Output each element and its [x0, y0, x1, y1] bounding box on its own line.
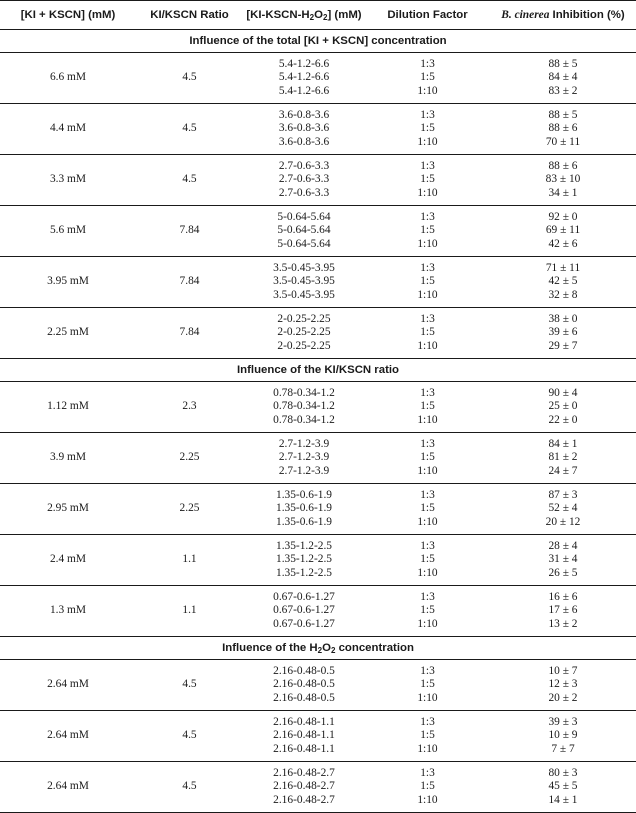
dilution-cell — [365, 53, 490, 104]
inhibition-value: 31 ± 4 — [548, 553, 578, 566]
dilution-cell — [365, 762, 490, 813]
inhibition-value: 22 ± 0 — [548, 413, 578, 426]
inhibition-value: 24 ± 7 — [548, 464, 578, 477]
section-title-subscript: 2 — [317, 646, 323, 655]
header-mixture-subscript: 2 — [309, 13, 315, 22]
section-heading-row — [0, 30, 636, 53]
dilution-cell — [365, 535, 490, 586]
mix-value: 0.78-0.34-1.2 — [273, 400, 335, 413]
dilution-cell — [365, 484, 490, 535]
table-row — [0, 308, 636, 359]
inhibition-value: 42 ± 5 — [548, 275, 578, 288]
mix-cell — [243, 433, 365, 484]
dilution-value: 1:5 — [420, 729, 435, 742]
table-row — [0, 53, 636, 104]
mix-value: 3.5-0.45-3.95 — [273, 275, 335, 288]
table-row — [0, 155, 636, 206]
mix-cell — [243, 586, 365, 637]
mix-value: 2.16-0.48-0.5 — [273, 678, 335, 691]
inhibition-value: 69 ± 11 — [545, 224, 581, 237]
mix-cell — [243, 53, 365, 104]
mix-cell — [243, 104, 365, 155]
table-row — [0, 206, 636, 257]
dilution-value: 1:5 — [420, 553, 435, 566]
inhibition-cell — [490, 484, 636, 535]
total-concentration-cell: 2.95 mM — [0, 484, 136, 535]
section-title-text: concentration — [335, 642, 414, 654]
dilution-value: 1:10 — [417, 793, 438, 806]
mix-cell — [243, 308, 365, 359]
header-mixture-text: ] (mM) — [327, 9, 362, 21]
dilution-value: 1:10 — [417, 742, 438, 755]
mix-value: 2-0.25-2.25 — [277, 326, 331, 339]
mix-value: 5.4-1.2-6.6 — [278, 58, 330, 71]
dilution-value: 1:10 — [417, 464, 438, 477]
section-heading-row — [0, 637, 636, 660]
total-concentration-cell: 2.64 mM — [0, 711, 136, 762]
inhibition-value: 83 ± 2 — [548, 84, 578, 97]
inhibition-value: 38 ± 0 — [548, 313, 578, 326]
inhibition-cell — [490, 433, 636, 484]
mix-value: 0.67-0.6-1.27 — [273, 617, 335, 630]
mix-value: 1.35-1.2-2.5 — [276, 566, 332, 579]
header-mixture-concentration — [243, 1, 365, 30]
total-concentration-cell: 2.64 mM — [0, 660, 136, 711]
dilution-value: 1:5 — [420, 678, 435, 691]
ratio-cell: 4.5 — [136, 711, 243, 762]
ratio-cell: 4.5 — [136, 104, 243, 155]
mix-value: 2.16-0.48-0.5 — [273, 691, 335, 704]
dilution-value: 1:3 — [420, 313, 435, 326]
inhibition-cell — [490, 155, 636, 206]
mix-value: 3.6-0.8-3.6 — [278, 135, 330, 148]
mix-cell — [243, 711, 365, 762]
dilution-value: 1:5 — [420, 451, 435, 464]
table-row — [0, 257, 636, 308]
ratio-cell: 2.3 — [136, 382, 243, 433]
mix-value: 2.16-0.48-2.7 — [273, 793, 335, 806]
dilution-value: 1:10 — [417, 515, 438, 528]
table-row — [0, 382, 636, 433]
mix-cell — [243, 206, 365, 257]
ratio-cell: 2.25 — [136, 484, 243, 535]
mix-cell — [243, 382, 365, 433]
inhibition-value: 29 ± 7 — [548, 339, 578, 352]
inhibition-value: 20 ± 2 — [548, 691, 578, 704]
mix-value: 2.16-0.48-0.5 — [273, 665, 335, 678]
mix-cell — [243, 484, 365, 535]
inhibition-value: 88 ± 6 — [548, 160, 578, 173]
inhibition-cell — [490, 535, 636, 586]
mix-value: 0.67-0.6-1.27 — [273, 591, 335, 604]
ratio-cell: 7.84 — [136, 257, 243, 308]
dilution-value: 1:5 — [420, 400, 435, 413]
mix-value: 2-0.25-2.25 — [277, 313, 331, 326]
mix-value: 2.16-0.48-1.1 — [273, 716, 335, 729]
inhibition-value: 28 ± 4 — [548, 540, 578, 553]
dilution-value: 1:3 — [420, 591, 435, 604]
inhibition-cell — [490, 104, 636, 155]
mix-value: 5-0.64-5.64 — [277, 211, 331, 224]
inhibition-value: 25 ± 0 — [548, 400, 578, 413]
header-inhibition-label: Inhibition (%) — [549, 9, 625, 21]
dilution-value: 1:5 — [420, 71, 435, 84]
table-row — [0, 586, 636, 637]
dilution-value: 1:3 — [420, 109, 435, 122]
table-row — [0, 762, 636, 813]
ratio-cell: 4.5 — [136, 155, 243, 206]
inhibition-value: 42 ± 6 — [548, 237, 578, 250]
inhibition-cell — [490, 53, 636, 104]
inhibition-value: 34 ± 1 — [548, 186, 578, 199]
inhibition-value: 84 ± 1 — [548, 438, 578, 451]
total-concentration-cell: 3.9 mM — [0, 433, 136, 484]
section-title — [0, 637, 636, 660]
mix-value: 0.67-0.6-1.27 — [273, 604, 335, 617]
inhibition-cell — [490, 711, 636, 762]
section-title-text: O — [322, 642, 331, 654]
header-total-concentration: [KI + KSCN] (mM) — [0, 1, 136, 30]
dilution-value: 1:10 — [417, 691, 438, 704]
dilution-cell — [365, 660, 490, 711]
inhibition-value: 10 ± 7 — [548, 665, 578, 678]
total-concentration-cell: 5.6 mM — [0, 206, 136, 257]
mix-value: 2-0.25-2.25 — [277, 339, 331, 352]
total-concentration-cell: 1.3 mM — [0, 586, 136, 637]
header-dilution-factor: Dilution Factor — [365, 1, 490, 30]
dilution-value: 1:10 — [417, 237, 438, 250]
table-row — [0, 660, 636, 711]
inhibition-value: 26 ± 5 — [548, 566, 578, 579]
dilution-value: 1:3 — [420, 665, 435, 678]
inhibition-value: 7 ± 7 — [551, 742, 575, 755]
inhibition-cell — [490, 206, 636, 257]
dilution-cell — [365, 206, 490, 257]
total-concentration-cell: 4.4 mM — [0, 104, 136, 155]
mix-value: 5.4-1.2-6.6 — [278, 84, 330, 97]
dilution-value: 1:3 — [420, 160, 435, 173]
total-concentration-cell: 6.6 mM — [0, 53, 136, 104]
dilution-value: 1:3 — [420, 438, 435, 451]
section-title: Influence of the total [KI + KSCN] concentration — [0, 30, 636, 53]
ratio-cell: 4.5 — [136, 762, 243, 813]
mix-value: 0.78-0.34-1.2 — [273, 387, 335, 400]
dilution-value: 1:10 — [417, 413, 438, 426]
total-concentration-cell: 3.3 mM — [0, 155, 136, 206]
mix-value: 2.16-0.48-1.1 — [273, 742, 335, 755]
header-mixture-text: O — [314, 9, 323, 21]
total-concentration-cell: 3.95 mM — [0, 257, 136, 308]
mix-value: 3.6-0.8-3.6 — [278, 122, 330, 135]
dilution-cell — [365, 711, 490, 762]
ratio-cell: 4.5 — [136, 53, 243, 104]
dilution-value: 1:5 — [420, 224, 435, 237]
dilution-value: 1:10 — [417, 84, 438, 97]
inhibition-value: 88 ± 5 — [548, 58, 578, 71]
mix-cell — [243, 762, 365, 813]
inhibition-value: 52 ± 4 — [548, 502, 578, 515]
ratio-cell: 7.84 — [136, 308, 243, 359]
mix-value: 1.35-0.6-1.9 — [276, 489, 332, 502]
dilution-value: 1:10 — [417, 288, 438, 301]
mix-value: 5-0.64-5.64 — [277, 224, 331, 237]
mix-value: 2.16-0.48-2.7 — [273, 767, 335, 780]
dilution-value: 1:3 — [420, 58, 435, 71]
header-species: B. cinerea — [501, 9, 550, 21]
dilution-cell — [365, 308, 490, 359]
dilution-value: 1:5 — [420, 780, 435, 793]
mix-value: 2.7-0.6-3.3 — [278, 160, 330, 173]
mix-value: 5.4-1.2-6.6 — [278, 71, 330, 84]
inhibition-value: 92 ± 0 — [548, 211, 578, 224]
table-row — [0, 711, 636, 762]
dilution-value: 1:3 — [420, 262, 435, 275]
inhibition-cell — [490, 660, 636, 711]
mix-value: 3.5-0.45-3.95 — [273, 288, 335, 301]
ratio-cell: 1.1 — [136, 586, 243, 637]
inhibition-cell — [490, 586, 636, 637]
inhibition-value: 32 ± 8 — [548, 288, 578, 301]
inhibition-value: 20 ± 12 — [545, 515, 581, 528]
inhibition-value: 17 ± 6 — [548, 604, 578, 617]
inhibition-value: 87 ± 3 — [548, 489, 578, 502]
mix-cell — [243, 660, 365, 711]
inhibition-value: 39 ± 6 — [548, 326, 578, 339]
header-mixture-text: [KI-KSCN-H — [246, 9, 310, 21]
table-row — [0, 535, 636, 586]
table-row — [0, 433, 636, 484]
mix-value: 3.6-0.8-3.6 — [278, 109, 330, 122]
table-row — [0, 484, 636, 535]
mix-cell — [243, 155, 365, 206]
mix-cell — [243, 535, 365, 586]
dilution-value: 1:10 — [417, 135, 438, 148]
mix-value: 1.35-0.6-1.9 — [276, 515, 332, 528]
dilution-value: 1:10 — [417, 617, 438, 630]
inhibition-cell — [490, 382, 636, 433]
mix-value: 2.16-0.48-1.1 — [273, 729, 335, 742]
section-title-text: Influence of the H — [222, 642, 318, 654]
dilution-value: 1:10 — [417, 186, 438, 199]
ratio-cell: 1.1 — [136, 535, 243, 586]
table-row — [0, 104, 636, 155]
inhibition-value: 71 ± 11 — [545, 262, 581, 275]
header-mixture-subscript: 2 — [322, 13, 328, 22]
dilution-value: 1:5 — [420, 502, 435, 515]
total-concentration-cell: 2.64 mM — [0, 762, 136, 813]
dilution-value: 1:3 — [420, 211, 435, 224]
dilution-value: 1:3 — [420, 489, 435, 502]
inhibition-value: 39 ± 3 — [548, 716, 578, 729]
mix-value: 5-0.64-5.64 — [277, 237, 331, 250]
inhibition-value: 12 ± 3 — [548, 678, 578, 691]
mix-value: 1.35-0.6-1.9 — [276, 502, 332, 515]
dilution-cell — [365, 382, 490, 433]
inhibition-cell — [490, 762, 636, 813]
section-title: Influence of the KI/KSCN ratio — [0, 359, 636, 382]
mix-value: 3.5-0.45-3.95 — [273, 262, 335, 275]
mix-value: 2.16-0.48-2.7 — [273, 780, 335, 793]
mix-value: 1.35-1.2-2.5 — [276, 553, 332, 566]
inhibition-cell — [490, 257, 636, 308]
mix-value: 2.7-1.2-3.9 — [278, 438, 330, 451]
inhibition-cell — [490, 308, 636, 359]
mix-value: 2.7-1.2-3.9 — [278, 451, 330, 464]
dilution-value: 1:3 — [420, 540, 435, 553]
dilution-cell — [365, 257, 490, 308]
inhibition-value: 16 ± 6 — [548, 591, 578, 604]
header-row — [0, 1, 636, 30]
inhibition-value: 88 ± 6 — [548, 122, 578, 135]
total-concentration-cell: 1.12 mM — [0, 382, 136, 433]
dilution-cell — [365, 433, 490, 484]
dilution-cell — [365, 104, 490, 155]
inhibition-value: 14 ± 1 — [548, 793, 578, 806]
inhibition-value: 70 ± 11 — [545, 135, 581, 148]
section-title-subscript: 2 — [330, 646, 336, 655]
dilution-value: 1:5 — [420, 275, 435, 288]
dilution-value: 1:5 — [420, 326, 435, 339]
table-body — [0, 30, 636, 813]
header-ratio: KI/KSCN Ratio — [136, 1, 243, 30]
dilution-cell — [365, 155, 490, 206]
inhibition-value: 83 ± 10 — [545, 173, 581, 186]
dilution-value: 1:5 — [420, 173, 435, 186]
dilution-value: 1:5 — [420, 604, 435, 617]
header-inhibition — [490, 1, 636, 30]
inhibition-value: 84 ± 4 — [548, 71, 578, 84]
total-concentration-cell: 2.25 mM — [0, 308, 136, 359]
section-heading-row — [0, 359, 636, 382]
mix-value: 2.7-1.2-3.9 — [278, 464, 330, 477]
ratio-cell: 2.25 — [136, 433, 243, 484]
inhibition-value: 80 ± 3 — [548, 767, 578, 780]
inhibition-value: 45 ± 5 — [548, 780, 578, 793]
inhibition-value: 13 ± 2 — [548, 617, 578, 630]
mix-value: 2.7-0.6-3.3 — [278, 173, 330, 186]
ratio-cell: 4.5 — [136, 660, 243, 711]
dilution-value: 1:5 — [420, 122, 435, 135]
total-concentration-cell: 2.4 mM — [0, 535, 136, 586]
dilution-value: 1:3 — [420, 716, 435, 729]
dilution-value: 1:10 — [417, 566, 438, 579]
dilution-value: 1:3 — [420, 767, 435, 780]
ratio-cell: 7.84 — [136, 206, 243, 257]
dilution-value: 1:10 — [417, 339, 438, 352]
inhibition-value: 10 ± 9 — [548, 729, 578, 742]
mix-value: 2.7-0.6-3.3 — [278, 186, 330, 199]
dilution-value: 1:3 — [420, 387, 435, 400]
mix-cell — [243, 257, 365, 308]
table-header — [0, 1, 636, 30]
inhibition-value: 88 ± 5 — [548, 109, 578, 122]
inhibition-value: 81 ± 2 — [548, 451, 578, 464]
mix-value: 0.78-0.34-1.2 — [273, 413, 335, 426]
dilution-cell — [365, 586, 490, 637]
mix-value: 1.35-1.2-2.5 — [276, 540, 332, 553]
inhibition-value: 90 ± 4 — [548, 387, 578, 400]
